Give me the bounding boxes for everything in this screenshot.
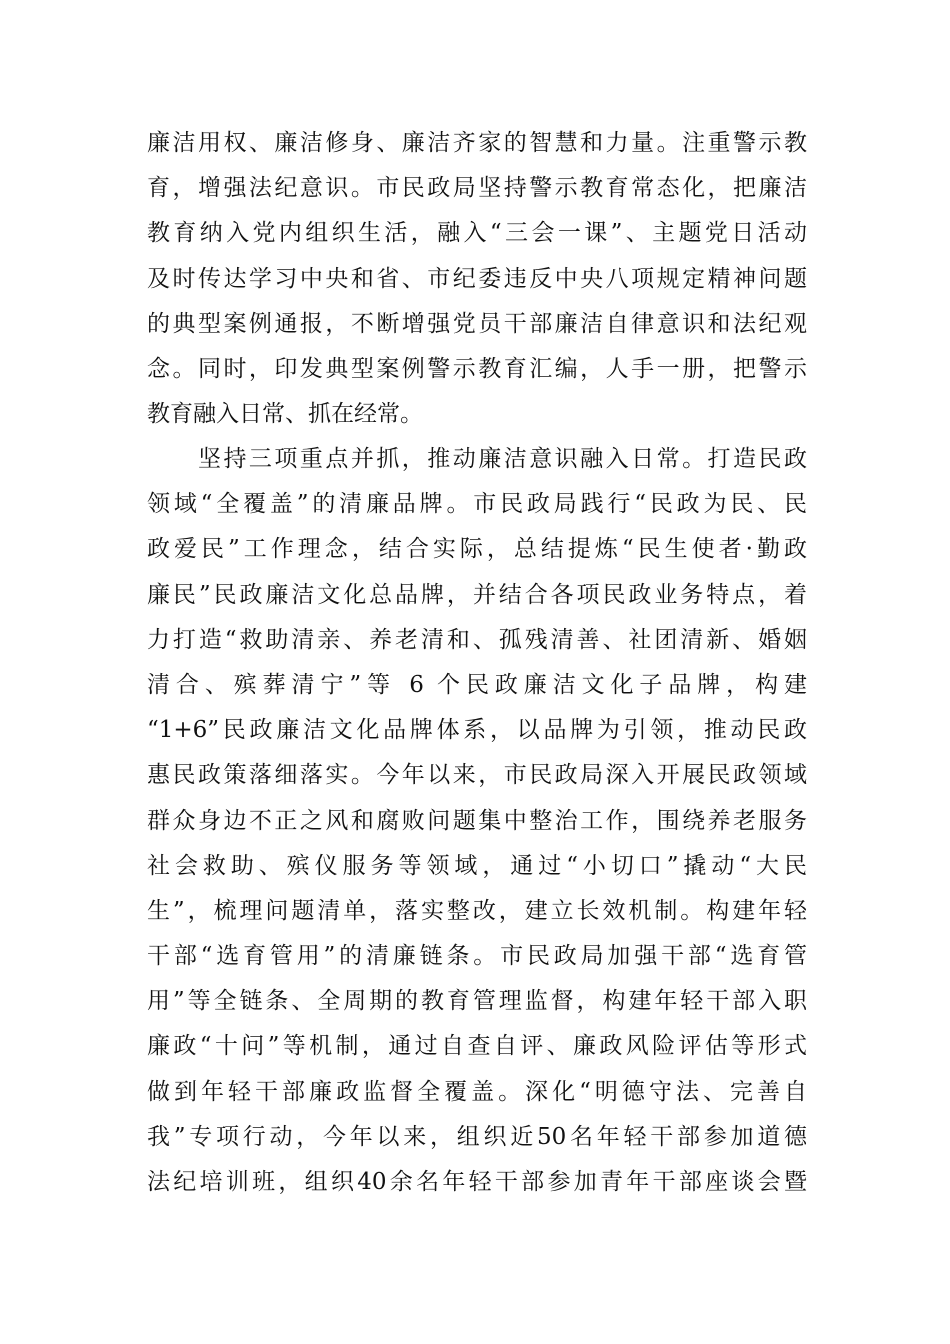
paragraph-line: 政爱民”工作理念，结合实际，总结提炼“民生使者·勤政 [147, 536, 807, 563]
paragraph-line: 法纪培训班，组织40余名年轻干部参加青年干部座谈会暨 [147, 1169, 807, 1195]
paragraph-line: 及时传达学习中央和省、市纪委违反中央八项规定精神问题 [147, 265, 807, 292]
paragraph-line: 领域“全覆盖”的清廉品牌。市民政局践行“民政为民、民 [147, 491, 807, 518]
paragraph-line: 廉洁用权、廉洁修身、廉洁齐家的智慧和力量。注重警示教 [147, 130, 807, 156]
paragraph-line: 用”等全链条、全周期的教育管理监督，构建年轻干部入职 [147, 988, 807, 1015]
paragraph-line: 教育纳入党内组织生活，融入“三会一课”、主题党日活动 [147, 220, 807, 247]
paragraph-line: 坚持三项重点并抓，推动廉洁意识融入日常。打造民政 [147, 446, 807, 472]
paragraph-line: 社会救助、殡仪服务等领域，通过“小切口”撬动“大民 [147, 852, 807, 879]
paragraph-line: 廉政“十问”等机制，通过自查自评、廉政风险评估等形式 [147, 1033, 807, 1060]
paragraph-line: 群众身边不正之风和腐败问题集中整治工作，围绕养老服务 [147, 807, 807, 834]
paragraph-line: 的典型案例通报，不断增强党员干部廉洁自律意识和法纪观 [147, 310, 807, 337]
paragraph-1 [147, 121, 807, 437]
paragraph-line: 干部“选育管用”的清廉链条。市民政局加强干部“选育管 [147, 943, 807, 970]
paragraph-line: 育，增强法纪意识。市民政局坚持警示教育常态化，把廉洁 [147, 175, 807, 202]
paragraph-line: 廉民”民政廉洁文化总品牌，并结合各项民政业务特点，着 [147, 581, 807, 608]
paragraph-line: 念。同时，印发典型案例警示教育汇编，人手一册，把警示 [147, 355, 807, 382]
paragraph-line: 生”，梳理问题清单，落实整改，建立长效机制。构建年轻 [147, 897, 807, 924]
paragraph-line: “1+6”民政廉洁文化品牌体系，以品牌为引领，推动民政 [147, 717, 807, 744]
paragraph-2 [147, 437, 807, 1205]
paragraph-line: 教育融入日常、抓在经常。 [147, 401, 423, 428]
paragraph-line: 做到年轻干部廉政监督全覆盖。深化“明德守法、完善自 [147, 1078, 807, 1105]
paragraph-line: 力打造“救助清亲、养老清和、孤残清善、社团清新、婚姻 [147, 626, 807, 653]
paragraph-line: 我”专项行动，今年以来，组织近50名年轻干部参加道德 [147, 1123, 807, 1150]
paragraph-line: 惠民政策落细落实。今年以来，市民政局深入开展民政领域 [147, 762, 807, 789]
paragraph-line: 清合、殡葬清宁”等 6 个民政廉洁文化子品牌，构建 [147, 671, 807, 698]
